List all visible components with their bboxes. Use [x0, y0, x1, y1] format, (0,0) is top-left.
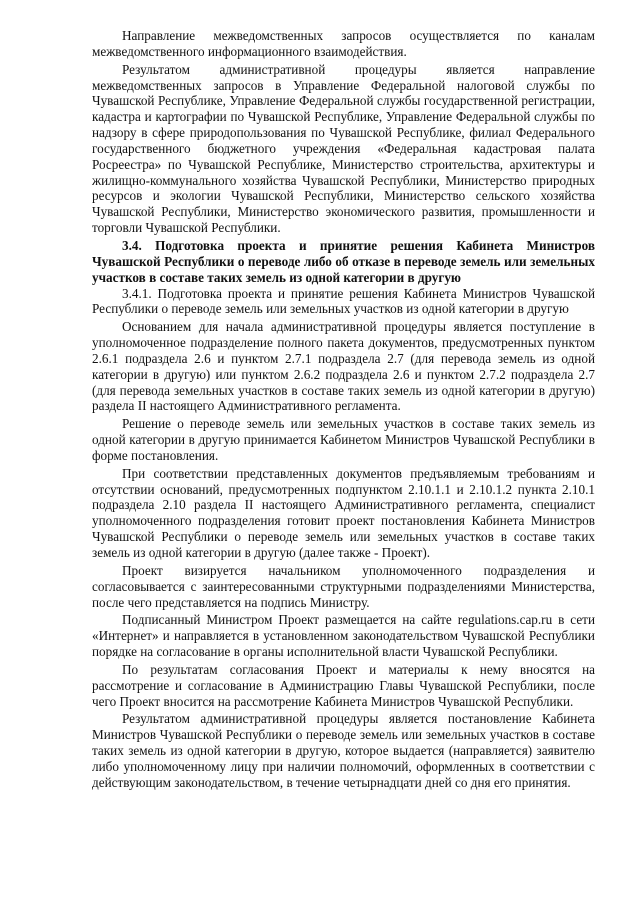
paragraph-decision: Решение о переводе земель или земельных участков в составе таких земель из одной категории в другую принимается Кабинетом Министров Чувашской Республики в форме постановления.: [92, 416, 595, 463]
paragraph-procedure-result: Результатом административной процедуры является постановление Кабинета Министров Чувашской Республики о переводе земель или земельных участков в составе таких земель из одной категории в другую, которое выдается (направляется) заявителю либо уполномоченному лицу при наличии полномочий, оформленных в соответствии с действующим законодательством, в течение четырнадцати дней со дня его принятия.: [92, 711, 595, 790]
paragraph-result-requests: Результатом административной процедуры является направление межведомственных запросов в Управление Федеральной налоговой службы по Чувашской Республике, Управление Федеральной службы государственной регистрации, кадастра и картографии по Чувашской Республике, Управление Федеральной службы по надзору в сфере природопользования по Чувашской Республике, филиал Федерального государственного бюджетного учреждения «Федеральная кадастровая палата Росреестра» по Чувашской Республике, Министерство строительства, архитектуры и жилищно-коммунального хозяйства Чувашской Республики, Министерство природных ресурсов и экологии Чувашской Республики, Министерство сельского хозяйства Чувашской Республики, Министерство экономического развития, промышленности и торговли Чувашской Республики.: [92, 61, 595, 236]
paragraph-basis: Основанием для начала административной процедуры является поступление в уполномоченное подразделение полного пакета документов, предусмотренных пунктом 2.6.1 подраздела 2.6 и пунктом 2.7.1 подраздела 2.7 (для перевода земель из одной категории в другую) или пунктом 2.6.2 подраздела 2.6 и пунктом 2.7.2 подраздела 2.7 (для перевода земельных участков в составе таких земель из одной категории в другую) раздела II настоящего Административного регламента.: [92, 319, 595, 414]
paragraph-draft-approval: Проект визируется начальником уполномоченного подразделения и согласовывается с заинтересованными структурными подразделениями Министерства, после чего представляется на подпись Министру.: [92, 562, 595, 610]
section-heading-3-4: 3.4. Подготовка проекта и принятие решения Кабинета Министров Чувашской Республики о переводе либо об отказе в переводе земель или земельных участков в составе таких земель из одной категории в другую: [92, 237, 595, 285]
document-page: [92, 28, 595, 791]
paragraph-coordination: По результатам согласования Проект и материалы к нему вносятся на рассмотрение и согласование в Администрацию Главы Чувашской Республики, после чего Проект вносится на рассмотрение Кабинета Министров Чувашской Республики.: [92, 661, 595, 709]
subsection-3-4-1: 3.4.1. Подготовка проекта и принятие решения Кабинета Министров Чувашской Республики о переводе земель или земельных участков из одной категории в другую: [92, 285, 595, 317]
paragraph-draft-publication: Подписанный Министром Проект размещается на сайте regulations.cap.ru в сети «Интернет» и направляется в установленном законодательством Чувашской Республики порядке на согласование в органы исполнительной власти Чувашской Республики.: [92, 612, 595, 660]
paragraph-interagency-channels: Направление межведомственных запросов осуществляется по каналам межведомственного информационного взаимодействия.: [92, 28, 595, 59]
paragraph-draft-preparation: При соответствии представленных документов предъявляемым требованиям и отсутствии оснований, предусмотренных подпунктом 2.10.1.1 и 2.10.1.2 пункта 2.10.1 подраздела 2.10 раздела II настоящего Административного регламента, специалист уполномоченного подразделения готовит проект постановления Кабинета Министров Чувашской Республики о переводе земель или земельных участков в составе таких земель из одной категории в другую (далее также - Проект).: [92, 465, 595, 560]
